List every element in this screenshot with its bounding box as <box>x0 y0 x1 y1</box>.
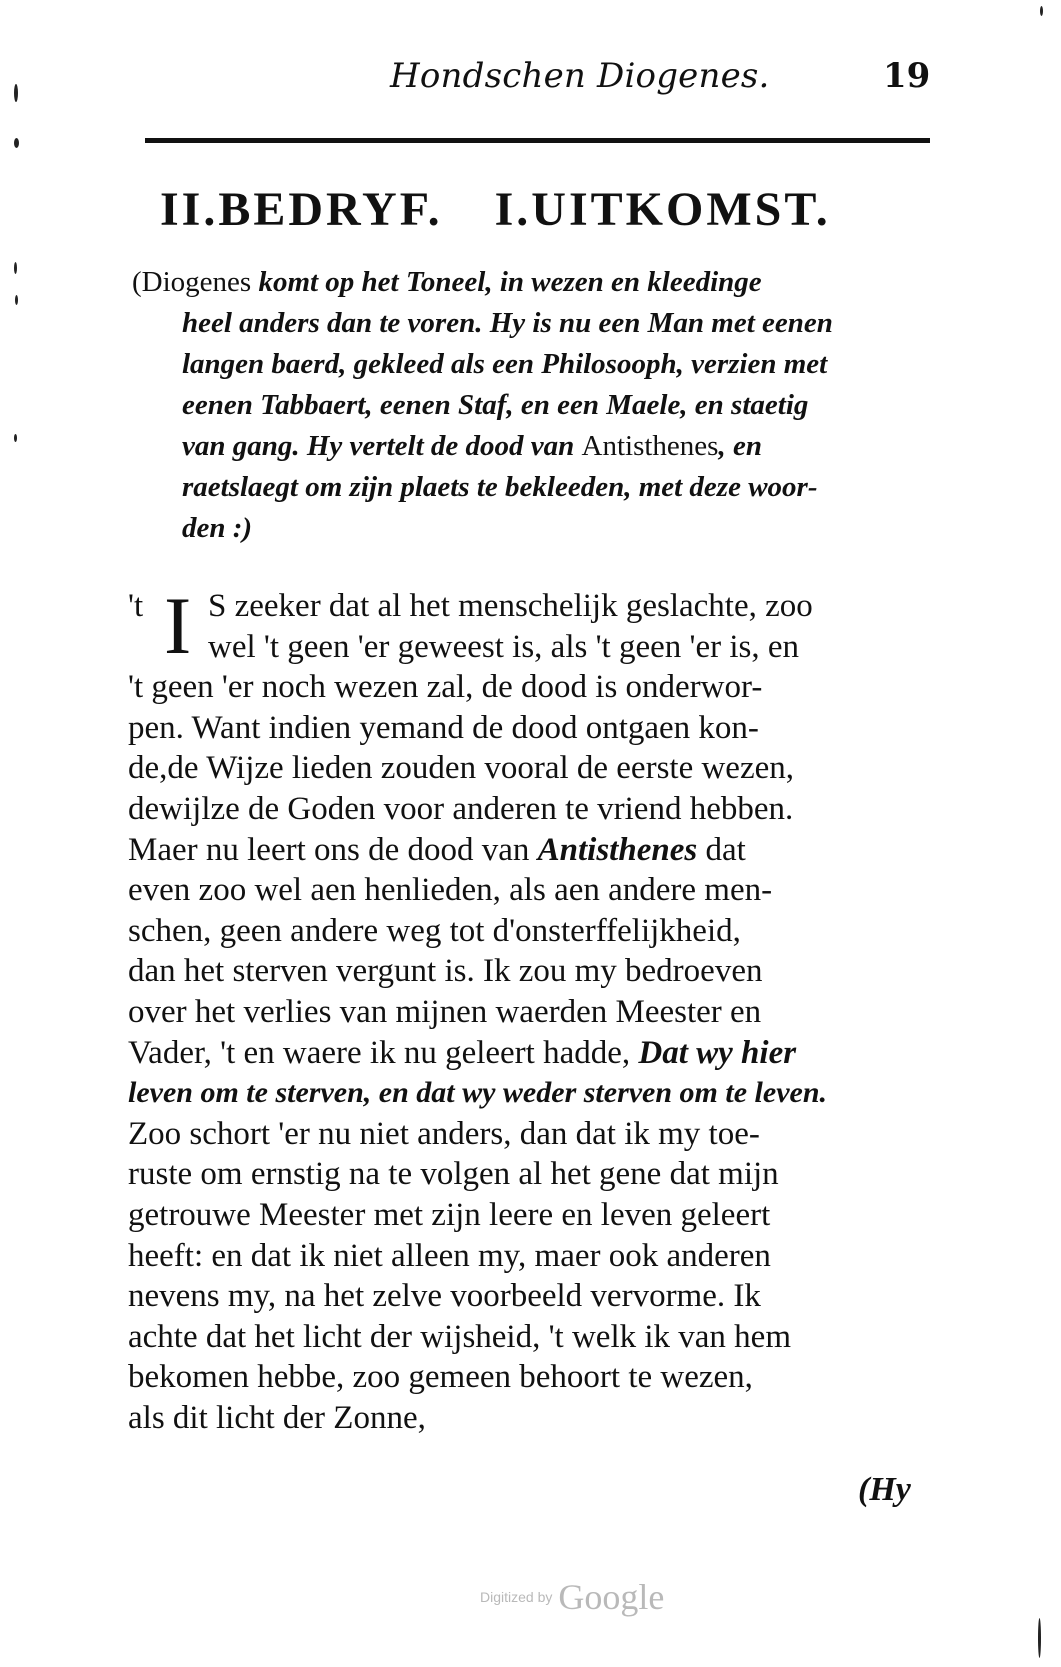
body-line-3: 't geen 'er noch wezen zal, de dood is onderwor- <box>128 669 763 706</box>
drop-cap: I <box>164 580 192 671</box>
stage-line-3: langen baerd, gekleed als een Philosooph, verzien met <box>182 348 828 380</box>
body-line-2: wel 't geen 'er geweest is, als 't geen 'er is, en <box>208 628 799 665</box>
stage-line-4: eenen Tabbaert, eenen Staf, en een Maele, en staetig <box>182 389 809 421</box>
body-line-7 <box>128 830 928 871</box>
body-line-16: getrouwe Meester met zijn leere en leven geleert <box>128 1196 771 1233</box>
stage-direction <box>132 262 932 549</box>
body-line-12-quote: Dat wy hier <box>638 1034 797 1071</box>
body-line-7-a: Maer nu leert ons de dood van <box>128 831 538 868</box>
body-line-15: ruste om ernstig na te volgen al het gene dat mijn <box>128 1156 779 1193</box>
body-line-18: nevens my, na het zelve voorbeeld vervorme. Ik <box>128 1278 761 1315</box>
body-line-12-a: Vader, 't en waere ik nu geleert hadde, <box>128 1034 639 1071</box>
digitization-watermark <box>480 1576 664 1618</box>
act-heading-part2: I.UITKOMST. <box>494 183 831 236</box>
running-title: Hondschen Diogenes. <box>390 56 770 96</box>
body-line-7-c: dat <box>697 831 746 868</box>
body-line-8: even zoo wel aen henlieden, als aen andere men- <box>128 872 773 909</box>
body-line-6: dewijlze de Goden voor anderen te vriend hebben. <box>128 790 794 827</box>
stage-line-1-open: (Diogenes <box>132 266 259 298</box>
margin-speck <box>1040 6 1043 16</box>
catchword: (Hy <box>858 1471 911 1508</box>
body-line-21: als dit licht der Zonne, <box>128 1399 426 1436</box>
stage-line-7: den :) <box>182 512 253 544</box>
body-line-14: Zoo schort 'er nu niet anders, dan dat ik my toe- <box>128 1115 760 1152</box>
act-heading <box>160 178 920 242</box>
running-head <box>0 52 1061 100</box>
page-number: 19 <box>883 56 931 96</box>
act-heading-part1: II.BEDRYF. <box>160 183 443 236</box>
margin-speck <box>14 84 18 102</box>
body-line-12 <box>128 1033 928 1074</box>
body-line-4: pen. Want indien yemand de dood ontgaen kon- <box>128 709 759 746</box>
stage-line-6: raetslaegt om zijn plaets te bekleeden, met deze woor- <box>182 471 818 503</box>
body-line-19: achte dat het licht der wijsheid, 't welk ik van hem <box>128 1318 791 1355</box>
stage-line-2: heel anders dan te voren. Hy is nu een Man met eenen <box>182 307 833 339</box>
watermark-small-text: Digitized by <box>480 1589 553 1605</box>
body-line-9: schen, geen andere weg tot d'onsterffelijkheid, <box>128 912 741 949</box>
body-line-17: heeft: en dat ik niet alleen my, maer ook anderen <box>128 1237 771 1274</box>
drop-cap-prefix: 't <box>128 588 144 624</box>
body-text <box>128 580 928 1438</box>
stage-line-5-italic: van gang. Hy vertelt de dood van <box>182 430 582 462</box>
margin-speck <box>15 295 18 305</box>
body-line-7-name: Antisthenes <box>537 831 698 868</box>
body-line-10: dan het sterven vergunt is. Ik zou my bedroeven <box>128 953 763 990</box>
margin-speck <box>14 138 19 148</box>
stage-line-5-name: Antisthenes <box>581 430 719 462</box>
stage-line-5-end: , en <box>718 430 762 462</box>
google-logo: Google <box>558 1577 665 1617</box>
stage-line-1-italic: komt op het Toneel, in wezen en kleedinge <box>258 266 762 298</box>
stage-line-1 <box>132 262 932 303</box>
margin-speck <box>14 262 17 274</box>
margin-speck <box>1038 1618 1041 1658</box>
body-line-20: bekomen hebbe, zoo gemeen behoort te wezen, <box>128 1359 753 1396</box>
body-line-11: over het verlies van mijnen waerden Meester en <box>128 993 762 1030</box>
body-line-1: S zeeker dat al het menschelijk geslachte, zoo <box>208 588 813 624</box>
margin-speck <box>14 434 17 442</box>
body-line-5: de,de Wijze lieden zouden vooral de eerste wezen, <box>128 750 794 787</box>
body-line-13: leven om te sterven, en dat wy weder sterven om te leven. <box>128 1076 828 1110</box>
stage-line-5 <box>132 426 932 467</box>
header-rule <box>145 138 930 143</box>
